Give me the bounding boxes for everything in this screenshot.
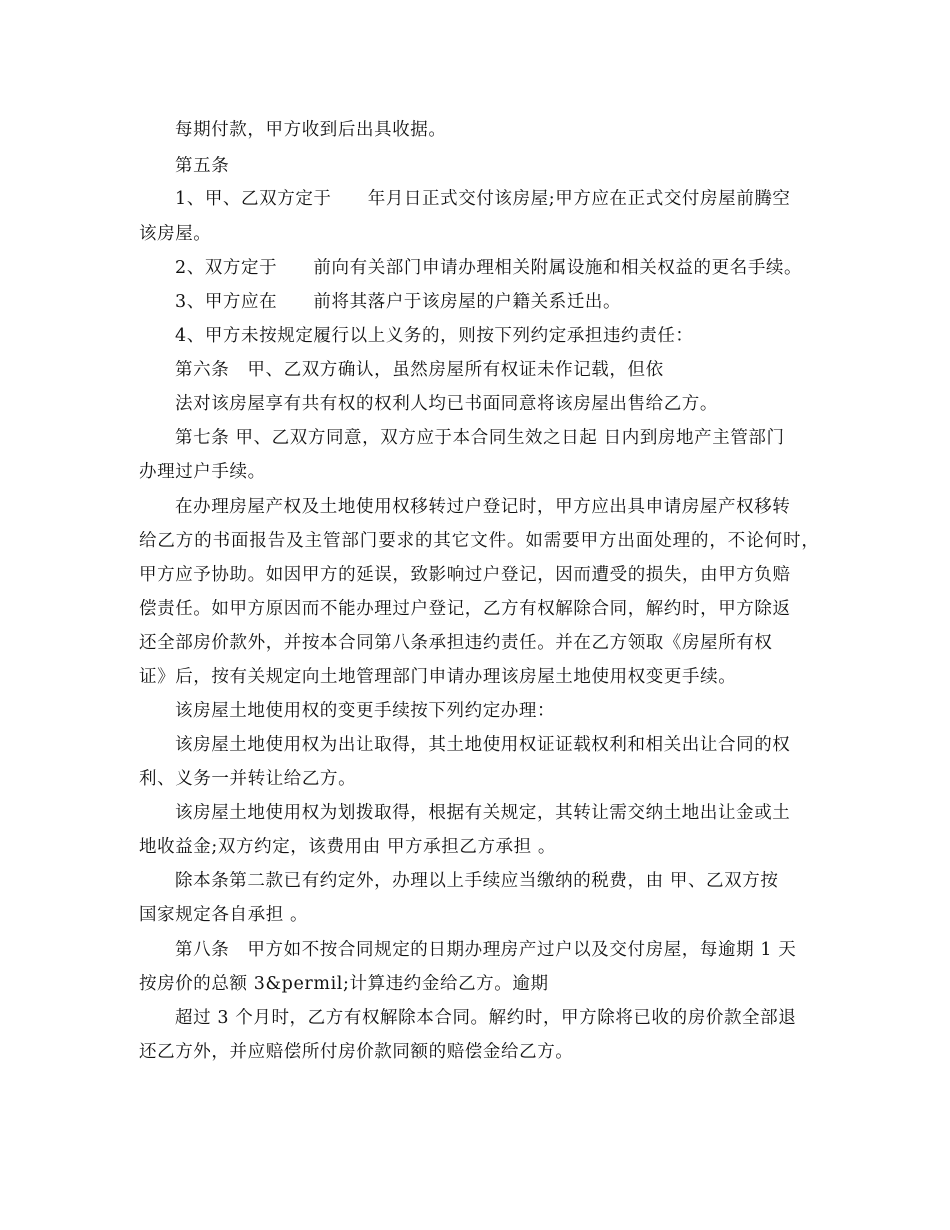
paragraph-line: 第八条 甲方如不按合同规定的日期办理房产过户以及交付房屋，每逾期 1 天: [175, 940, 797, 960]
paragraph-line: 超过 3 个月时，乙方有权解除本合同。解约时，甲方除将已收的房价款全部退: [175, 1008, 797, 1028]
paragraph-line: 1、甲、乙双方定于 年月日正式交付该房屋;甲方应在正式交付房屋前腾空: [175, 189, 791, 209]
article-heading: 第五条: [175, 156, 230, 176]
paragraph-line: 2、双方定于 前向有关部门申请办理相关附属设施和相关权益的更名手续。: [175, 258, 803, 278]
paragraph-line: 第七条 甲、乙双方同意，双方应于本合同生效之日起 日内到房地产主管部门: [175, 428, 785, 448]
paragraph-line: 国家规定各自承担 。: [139, 905, 309, 925]
paragraph-line: 该房屋。: [139, 224, 212, 244]
paragraph-line: 该房屋土地使用权为出让取得，其土地使用权证证载权利和相关出让合同的权: [175, 735, 791, 755]
paragraph-line: 除本条第二款已有约定外，办理以上手续应当缴纳的税费，由 甲、乙双方按: [175, 871, 779, 891]
paragraph-line: 3、甲方应在 前将其落户于该房屋的户籍关系迁出。: [175, 292, 622, 312]
paragraph-line: 法对该房屋享有共有权的权利人均已书面同意将该房屋出售给乙方。: [175, 394, 718, 414]
paragraph-line: 在办理房屋产权及土地使用权移转过户登记时，甲方应出具申请房屋产权移转: [175, 497, 791, 517]
paragraph-line: 第六条 甲、乙双方确认，虽然房屋所有权证未作记载，但依: [175, 360, 664, 380]
paragraph-line: 按房价的总额 3&permil;计算违约金给乙方。逾期: [139, 974, 549, 994]
paragraph-line: 给乙方的书面报告及主管部门要求的其它文件。如需要甲方出面处理的，不论何时，: [139, 531, 820, 551]
paragraph-line: 地收益金;双方约定，该费用由 甲方承担乙方承担 。: [139, 837, 557, 857]
paragraph-line: 利、义务一并转让给乙方。: [139, 769, 357, 789]
paragraph-line: 该房屋土地使用权的变更手续按下列约定办理：: [175, 701, 556, 721]
paragraph-line: 还乙方外，并应赔偿所付房价款同额的赔偿金给乙方。: [139, 1042, 574, 1062]
paragraph-line: 证》后，按有关规定向土地管理部门申请办理该房屋土地使用权变更手续。: [139, 667, 737, 687]
paragraph-line: 甲方应予协助。如因甲方的延误，致影响过户登记，因而遭受的损失，由甲方负赔: [139, 565, 791, 585]
paragraph-line: 偿责任。如甲方原因而不能办理过户登记，乙方有权解除合同，解约时，甲方除返: [139, 599, 791, 619]
paragraph-line: 还全部房价款外，并按本合同第八条承担违约责任。并在乙方领取《房屋所有权: [139, 633, 773, 653]
paragraph-line: 4、甲方未按规定履行以上义务的，则按下列约定承担违约责任：: [175, 326, 694, 346]
paragraph-line: 办理过户手续。: [139, 462, 266, 482]
paragraph-line: 该房屋土地使用权为划拨取得，根据有关规定，其转让需交纳土地出让金或土: [175, 803, 791, 823]
paragraph-line: 每期付款，甲方收到后出具收据。: [175, 120, 447, 140]
